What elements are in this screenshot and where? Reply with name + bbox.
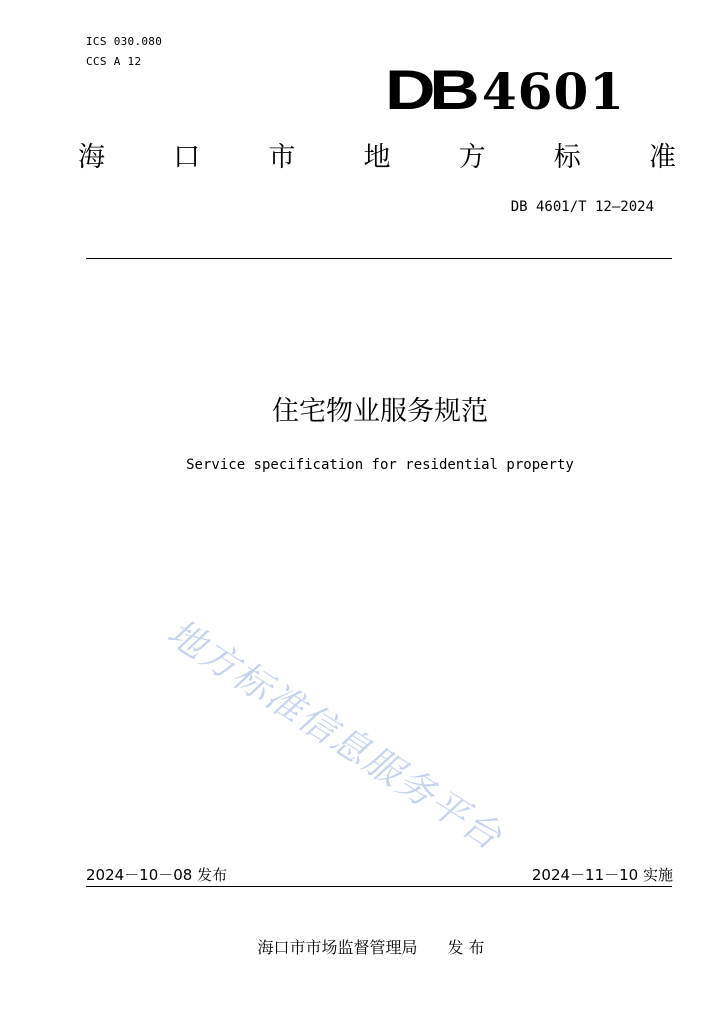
implementation-date: 2024－11－10 实施 (531, 866, 673, 884)
standard-type-char: 海 (78, 142, 105, 173)
standard-type-char: 方 (458, 142, 486, 173)
top-divider (86, 258, 672, 259)
standard-type-char: 地 (363, 142, 391, 173)
standard-type-char: 口 (173, 142, 201, 173)
standard-type-char: 市 (268, 142, 296, 173)
logo-code: 4601 (481, 62, 626, 121)
ccs-code: CCS A 12 (86, 55, 142, 68)
publish-label: 发 布 (447, 938, 485, 957)
document-title-cn: 住宅物业服务规范 (272, 396, 488, 427)
logo-prefix: DB (385, 58, 474, 121)
standard-type-char: 标 (553, 142, 581, 173)
standard-type-char: 准 (648, 142, 676, 173)
standard-number: DB 4601/T 12—2024 (510, 199, 654, 215)
document-title-en: Service specification for residential property (186, 457, 574, 473)
publisher-line (0, 935, 724, 958)
publisher-name: 海口市市场监督管理局 (257, 938, 418, 957)
watermark: 地方标准信息服务平台 (159, 610, 511, 860)
ics-code: ICS 030.080 (86, 35, 163, 48)
standard-logo (385, 60, 625, 120)
bottom-divider (86, 886, 672, 887)
issue-date: 2024－10－08 发布 (86, 866, 228, 884)
standard-type-heading (78, 138, 676, 178)
